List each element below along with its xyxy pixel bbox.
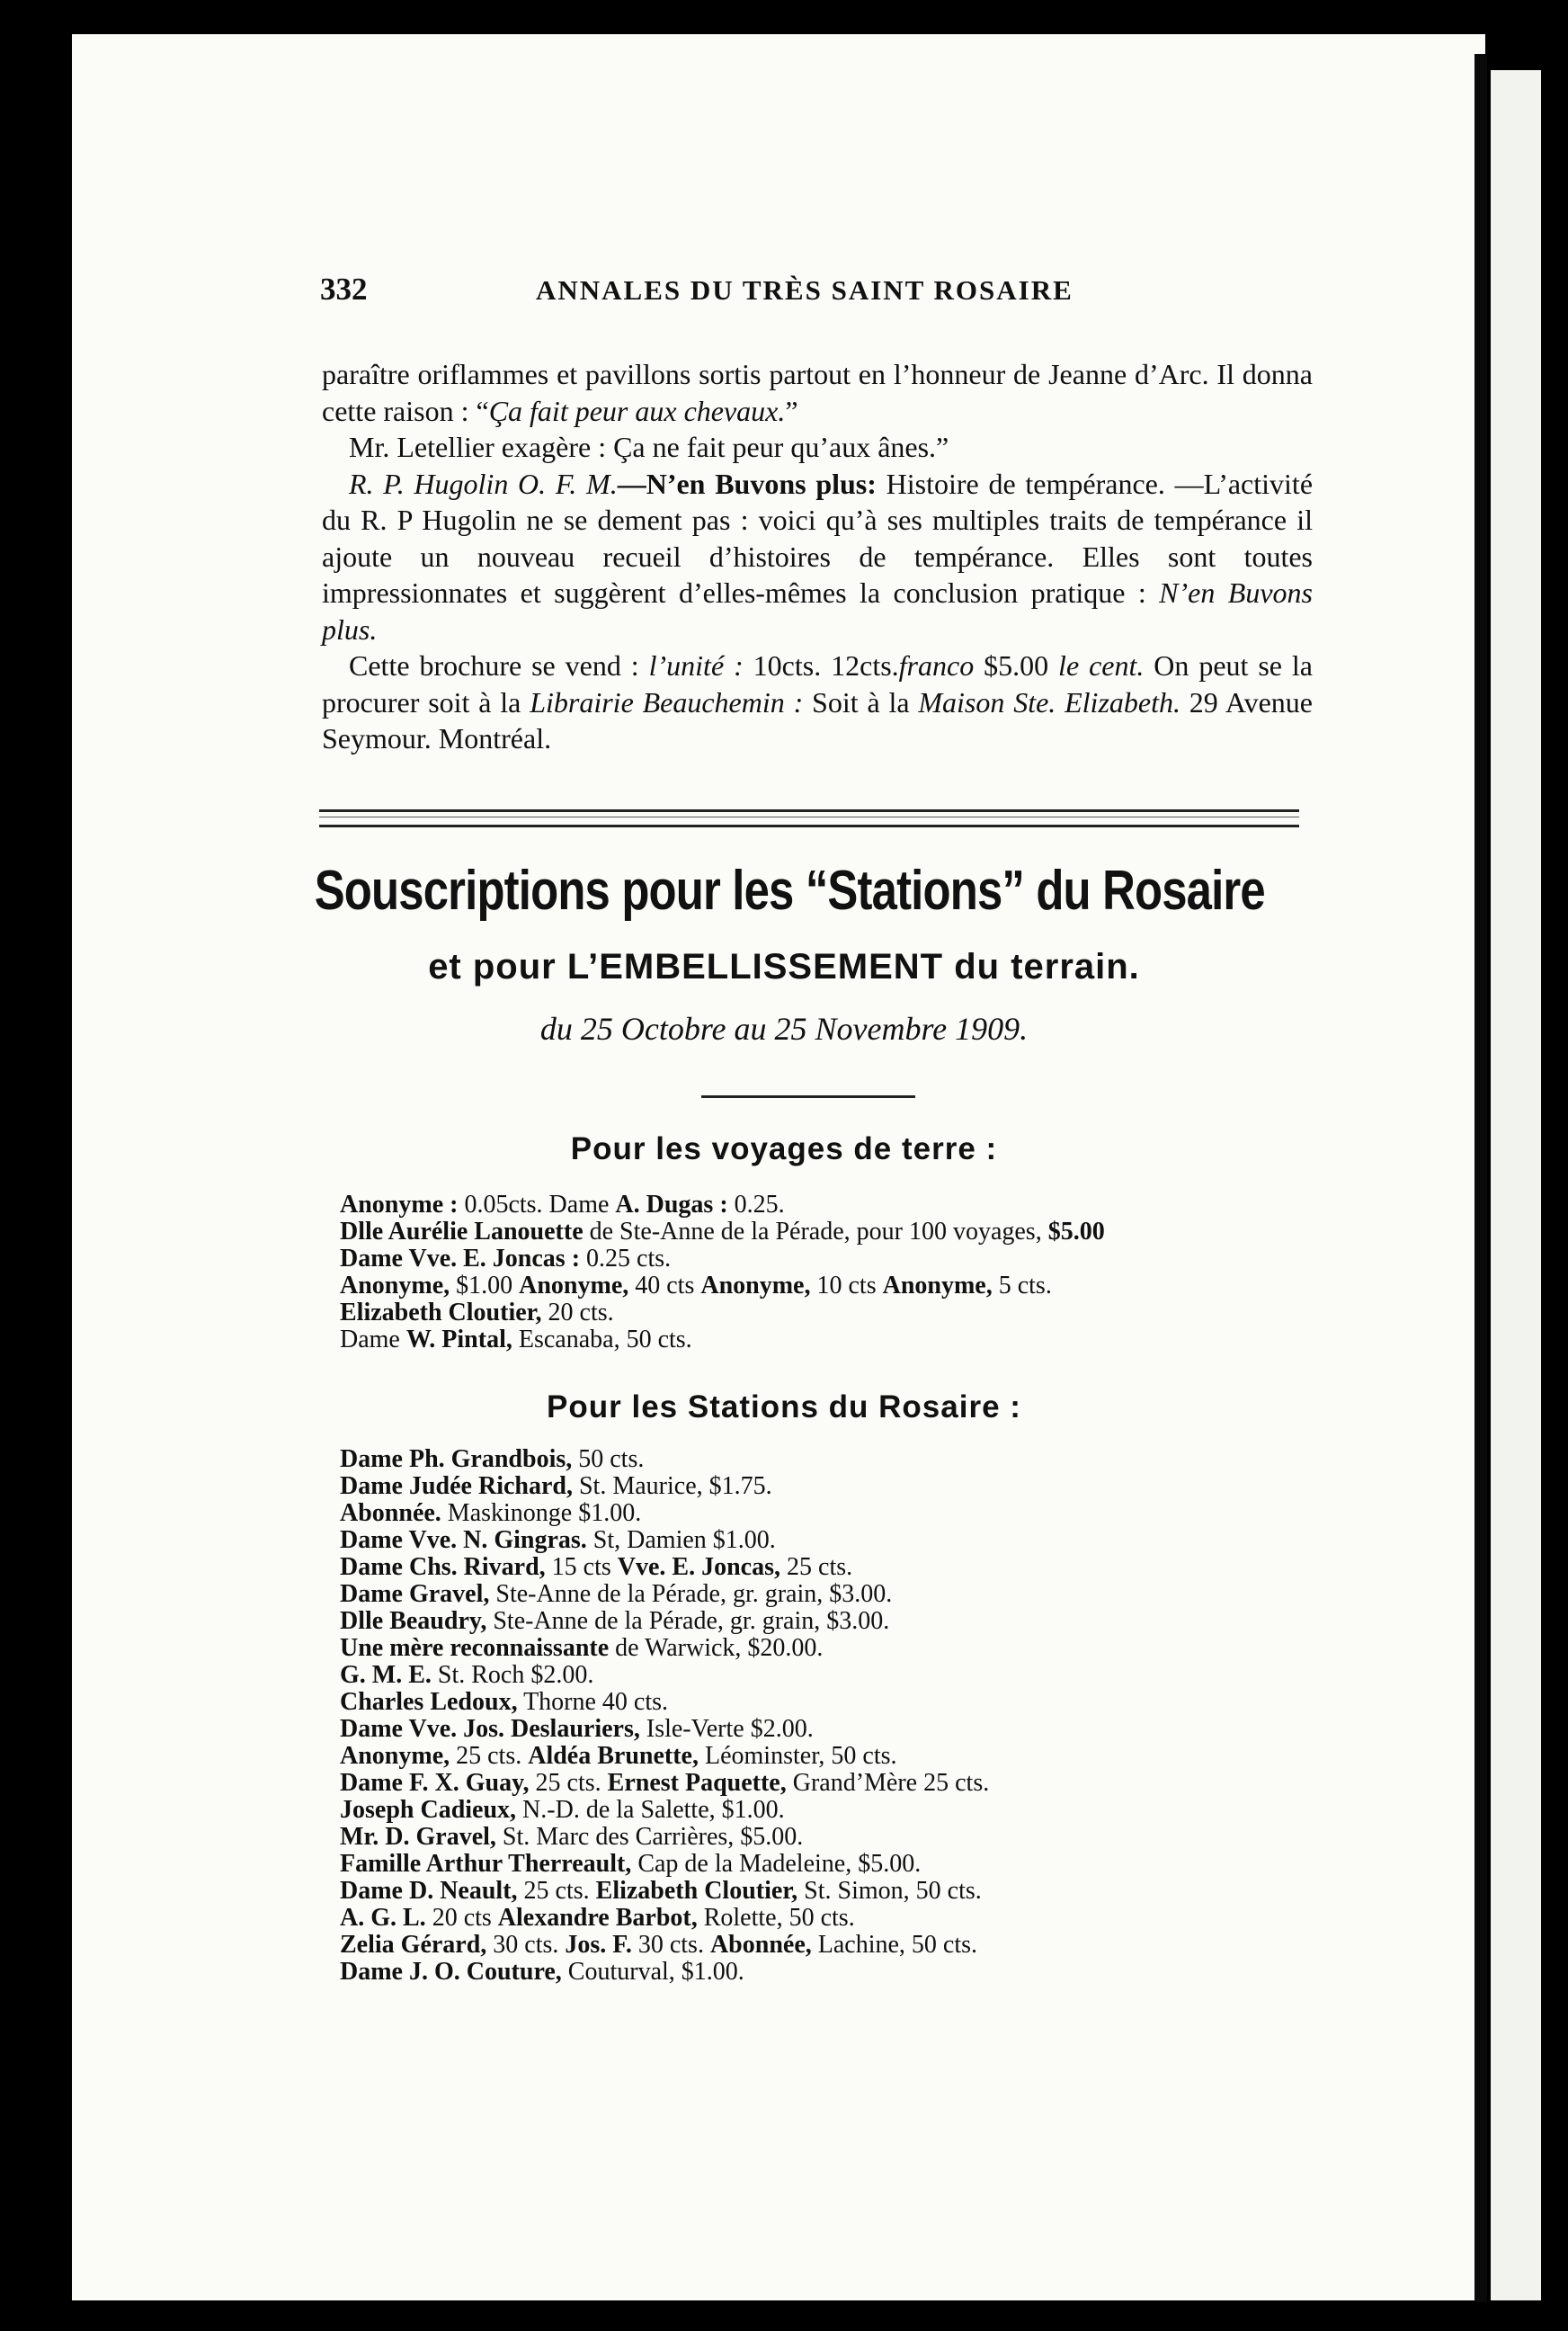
donation-detail: Isle-Verte $2.00. <box>639 1715 814 1743</box>
list-item <box>340 1581 1329 1608</box>
donation-detail: Cap de la Madeleine, $5.00. <box>631 1850 922 1878</box>
donation-detail: St. Simon, 50 cts. <box>797 1877 982 1905</box>
donation-detail: 50 cts. <box>572 1445 645 1473</box>
donation-detail: 5 cts. <box>992 1272 1052 1299</box>
list-item <box>340 1851 1329 1878</box>
donor-name: Dlle Aurélie Lanouette <box>340 1218 584 1246</box>
list-item <box>340 1219 1329 1246</box>
donation-detail: 0.05cts. Dame <box>458 1191 616 1219</box>
donor-name: Dame F. X. Guay, <box>340 1769 530 1797</box>
donor-name: Anonyme, <box>882 1272 993 1299</box>
voyages-list <box>340 1192 1329 1353</box>
voyages-heading: Pour les voyages de terre : <box>570 1131 998 1166</box>
donation-detail: Lachine, 50 cts. <box>811 1931 978 1959</box>
donation-detail: 20 cts <box>425 1904 498 1932</box>
donation-detail: Léominster, 50 cts. <box>699 1742 897 1770</box>
author: R. P. Hugolin O. F. M. <box>349 467 618 500</box>
donor-name: Famille Arthur Therreault, <box>340 1850 632 1878</box>
list-item <box>340 1824 1329 1851</box>
text-italic: Maison Ste. Elizabeth. <box>918 685 1180 719</box>
donor-name: Dame Vve. Jos. Deslauriers, <box>340 1715 640 1743</box>
text-italic: le cent. <box>1058 649 1145 682</box>
running-title: ANNALES DU TRÈS SAINT ROSAIRE <box>536 274 1074 306</box>
donation-detail: 0.25 cts. <box>580 1245 672 1273</box>
list-item <box>340 1878 1329 1905</box>
donation-detail: 10 cts <box>810 1272 883 1299</box>
paragraph-4 <box>322 648 1313 757</box>
list-item <box>340 1743 1329 1770</box>
text-italic: l’unité : <box>648 649 744 682</box>
donor-name: Mr. D. Gravel, <box>340 1823 496 1851</box>
text: Cette brochure se vend : <box>349 649 649 682</box>
text: Histoire de tempérance. —L’activité du R. P Hugolin ne se dement pas : voici qu’à ses multiples traits de tempérance il ajoute un nouveau recueil d’histoires de tempérance. Elles sont toutes impressionnates et suggèrent d’elles-mêmes la conclusion pratique : <box>322 467 1314 609</box>
donation-detail: Grand’Mère 25 cts. <box>786 1769 990 1797</box>
text: On peut se la procurer soit à la <box>322 649 1313 719</box>
donation-detail: $1.00 <box>450 1272 520 1299</box>
donor-name: Dlle Beaudry, <box>340 1607 487 1635</box>
donation-detail: de Ste-Anne de la Pérade, pour 100 voyages, <box>583 1218 1048 1246</box>
page-number: 332 <box>320 272 368 307</box>
donor-name: Abonnée. <box>340 1499 441 1527</box>
donation-detail: Couturval, $1.00. <box>561 1958 744 1986</box>
list-item <box>340 1299 1329 1326</box>
donation-detail: 20 cts. <box>541 1299 614 1326</box>
donor-name: W. Pintal, <box>405 1326 512 1353</box>
donation-detail: 25 cts. <box>529 1769 608 1797</box>
donor-name: Dame J. O. Couture, <box>340 1958 562 1986</box>
section-divider <box>319 809 1299 827</box>
quote: Ça fait peur aux chevaux. <box>488 394 786 427</box>
donor-name: Dame D. Neault, <box>340 1877 518 1905</box>
donation-detail: 40 cts <box>628 1272 701 1299</box>
text: $5.00 <box>974 649 1059 682</box>
donor-name: Dame Gravel, <box>340 1580 490 1608</box>
text-italic: franco <box>898 649 975 682</box>
donation-detail: Maskinonge $1.00. <box>441 1499 642 1527</box>
donor-name: Dame Chs. Rivard, <box>340 1553 546 1581</box>
text: paraître oriflammes et pavillons sortis partout en l’honneur de Jeanne d’Arc. Il donna cette raison : “ <box>322 358 1313 427</box>
donor-name: Une mère reconnaissante <box>340 1634 610 1662</box>
donor-name: Joseph Cadieux, <box>340 1796 517 1824</box>
donation-detail: St. Marc des Carrières, $5.00. <box>495 1823 804 1851</box>
donor-name: Dame Vve. E. Joncas : <box>340 1245 581 1273</box>
donor-name: Charles Ledoux, <box>340 1688 518 1716</box>
donation-detail: 0.25. <box>727 1191 785 1219</box>
donation-detail: 25 cts. <box>450 1742 529 1770</box>
donation-detail: N.-D. de la Salette, $1.00. <box>516 1796 785 1824</box>
donation-detail: St. Roch $2.00. <box>431 1661 594 1689</box>
list-item <box>340 1527 1329 1554</box>
list-item <box>340 1635 1329 1662</box>
donation-detail: 25 cts. <box>517 1877 596 1905</box>
donor-name: Elizabeth Cloutier, <box>340 1299 542 1326</box>
donation-detail: 25 cts. <box>780 1553 853 1581</box>
list-item <box>340 1326 1329 1353</box>
text: 29 Avenue Seymour. Montréal. <box>322 685 1313 755</box>
donor-name: Dame Judée Richard, <box>340 1472 573 1500</box>
donor-name: Anonyme, <box>340 1272 450 1299</box>
article-text <box>322 356 1313 757</box>
list-item <box>340 1608 1329 1635</box>
donor-name: Aldéa Brunette, <box>528 1742 699 1770</box>
donation-detail: Rolette, 50 cts. <box>697 1904 855 1932</box>
subscriptions-title: Souscriptions pour les “Stations” du Rosaire <box>314 860 1265 922</box>
text: ” <box>785 394 798 427</box>
list-item <box>340 1959 1329 1986</box>
paragraph-1 <box>322 356 1313 429</box>
donation-detail: Ste-Anne de la Pérade, gr. grain, $3.00. <box>489 1580 893 1608</box>
book-title-italic: N’en Buvons plus. <box>322 576 1314 646</box>
facing-page-edge <box>1491 70 1541 2300</box>
donor-name: Dame Vve. N. Gingras. <box>340 1526 587 1554</box>
donation-detail: 30 cts. <box>486 1931 566 1959</box>
donor-name: Anonyme : <box>340 1191 459 1219</box>
short-divider <box>701 1095 915 1098</box>
subscriptions-dates: du 25 Octobre au 25 Novembre 1909. <box>539 1011 1029 1047</box>
donor-name: Elizabeth Cloutier, <box>595 1877 798 1905</box>
list-item <box>340 1554 1329 1581</box>
donor-name: Anonyme, <box>340 1742 450 1770</box>
donation-detail: Thorne 40 cts. <box>517 1688 669 1716</box>
donor-name: Anonyme, <box>519 1272 629 1299</box>
donor-name: Dame Ph. Grandbois, <box>340 1445 573 1473</box>
list-item <box>340 1716 1329 1743</box>
list-item <box>340 1932 1329 1959</box>
donor-name: Ernest Paquette, <box>607 1769 787 1797</box>
donor-name: A. Dugas : <box>615 1191 728 1219</box>
stations-list <box>340 1446 1329 1986</box>
donor-name: Vve. E. Joncas, <box>617 1553 781 1581</box>
list-item <box>340 1905 1329 1932</box>
donation-detail: de Warwick, $20.00. <box>609 1634 824 1662</box>
donor-name: A. G. L. <box>340 1904 426 1932</box>
text: 10cts. 12cts. <box>743 649 899 682</box>
list-item <box>340 1770 1329 1797</box>
donation-detail: 15 cts <box>545 1553 618 1581</box>
donor-name: Abonnée, <box>709 1931 812 1959</box>
donation-detail: Dame <box>340 1326 406 1353</box>
list-item <box>340 1446 1329 1473</box>
donation-detail: St. Maurice, $1.75. <box>572 1472 772 1500</box>
list-item <box>340 1500 1329 1527</box>
subscriptions-subtitle: et pour L’EMBELLISSEMENT du terrain. <box>428 947 1140 987</box>
list-item <box>340 1473 1329 1500</box>
donation-detail: Ste-Anne de la Pérade, gr. grain, $3.00. <box>486 1607 890 1635</box>
donor-name: G. M. E. <box>340 1661 432 1689</box>
text-italic: Librairie Beauchemin : <box>530 685 804 719</box>
book-title: —N’en Buvons plus: <box>617 467 877 500</box>
donor-name: Anonyme, <box>700 1272 811 1299</box>
list-item <box>340 1192 1329 1219</box>
page-gutter <box>1474 54 1487 2302</box>
list-item <box>340 1246 1329 1273</box>
list-item <box>340 1797 1329 1824</box>
list-item <box>340 1662 1329 1689</box>
donor-name: Zelia Gérard, <box>340 1931 487 1959</box>
text: Soit à la <box>803 685 919 719</box>
donor-name: Jos. F. <box>565 1931 632 1959</box>
list-item <box>340 1689 1329 1716</box>
donor-name: $5.00 <box>1047 1218 1105 1246</box>
donation-detail: St, Damien $1.00. <box>586 1526 776 1554</box>
stations-heading: Pour les Stations du Rosaire : <box>547 1389 1021 1424</box>
donation-detail: Escanaba, 50 cts. <box>512 1326 692 1353</box>
donor-name: Alexandre Barbot, <box>497 1904 698 1932</box>
paragraph-2: Mr. Letellier exagère : Ça ne fait peur qu’aux ânes.” <box>349 431 949 463</box>
donation-detail: 30 cts. <box>631 1931 710 1959</box>
paragraph-3 <box>322 466 1313 648</box>
list-item <box>340 1273 1329 1299</box>
